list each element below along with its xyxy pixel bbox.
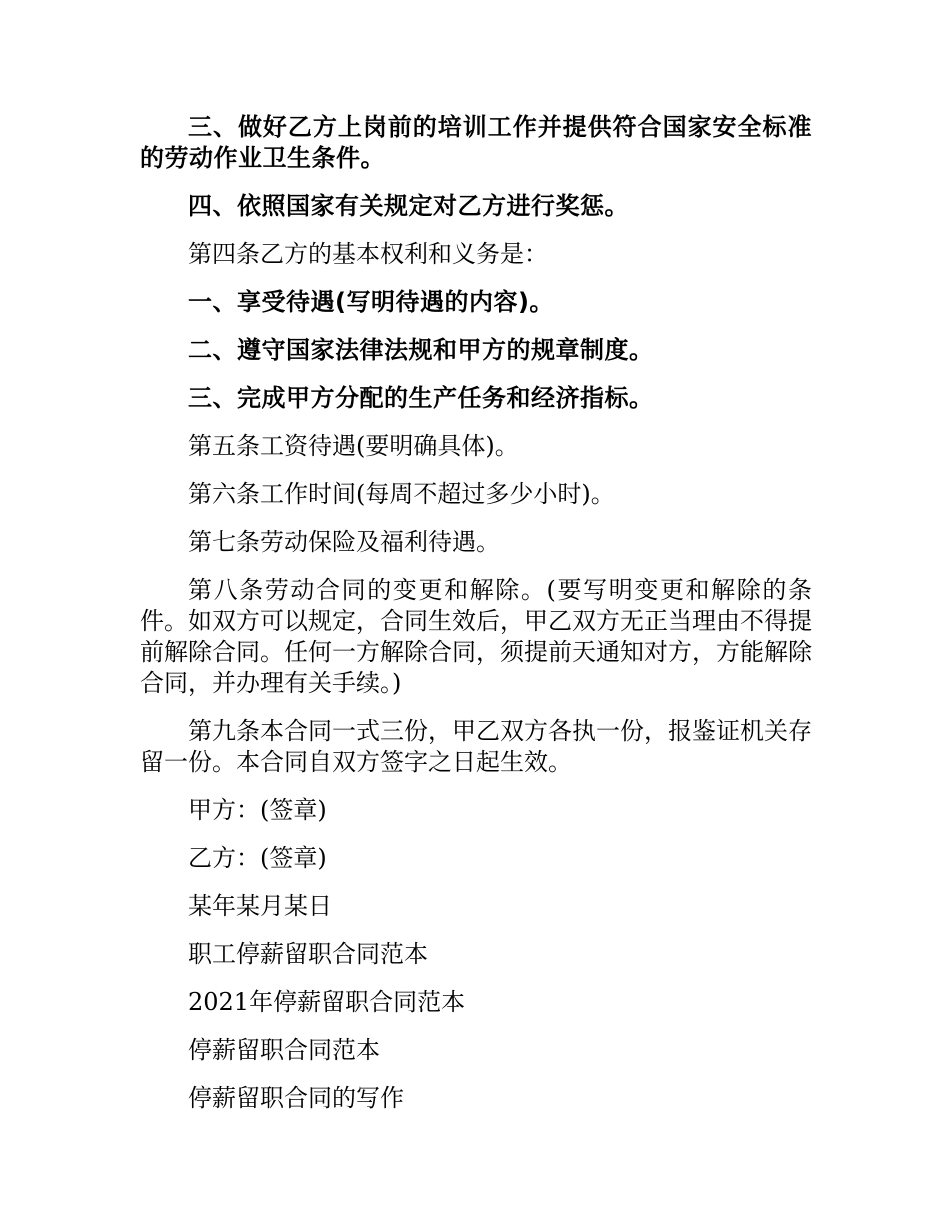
item-2-compliance: 二、遵守国家法律法规和甲方的规章制度。 xyxy=(188,336,654,364)
article-8-termination: 第八条劳动合同的变更和解除。(要写明变更和解除的条件。如双方可以规定，合同生效后，甲乙双方无正当理由不得提前解除合同。任何一方解除合同，须提前天通知对方，方能解除合同，并办理有关手续。) xyxy=(140,576,812,697)
article-4-heading: 第四条乙方的基本权利和义务是： xyxy=(188,240,548,268)
item-1-benefits: 一、享受待遇(写明待遇的内容)。 xyxy=(188,288,554,316)
item-3-tasks: 三、完成甲方分配的生产任务和经济指标。 xyxy=(188,384,654,412)
clause-4-rewards: 四、依照国家有关规定对乙方进行奖惩。 xyxy=(188,192,629,220)
clause-3-training: 三、做好乙方上岗前的培训工作并提供符合国家安全标准的劳动作业卫生条件。 xyxy=(140,113,812,172)
article-9-copies: 第九条本合同一式三份，甲乙双方各执一份，报鉴证机关存留一份。本合同自双方签字之日起生效。 xyxy=(140,717,812,776)
related-title-3: 停薪留职合同范本 xyxy=(188,1036,380,1064)
article-5-wages: 第五条工资待遇(要明确具体)。 xyxy=(188,432,519,460)
related-title-2: 2021年停薪留职合同范本 xyxy=(188,988,466,1016)
article-6-hours: 第六条工作时间(每周不超过多少小时)。 xyxy=(188,480,615,508)
party-a-signature: 甲方：(签章) xyxy=(188,796,327,824)
article-7-insurance: 第七条劳动保险及福利待遇。 xyxy=(188,528,500,556)
party-b-signature: 乙方：(签章) xyxy=(188,844,327,872)
document-body xyxy=(140,112,812,1131)
related-title-4: 停薪留职合同的写作 xyxy=(188,1084,404,1112)
signing-date: 某年某月某日 xyxy=(188,892,332,920)
related-title-1: 职工停薪留职合同范本 xyxy=(188,940,428,968)
